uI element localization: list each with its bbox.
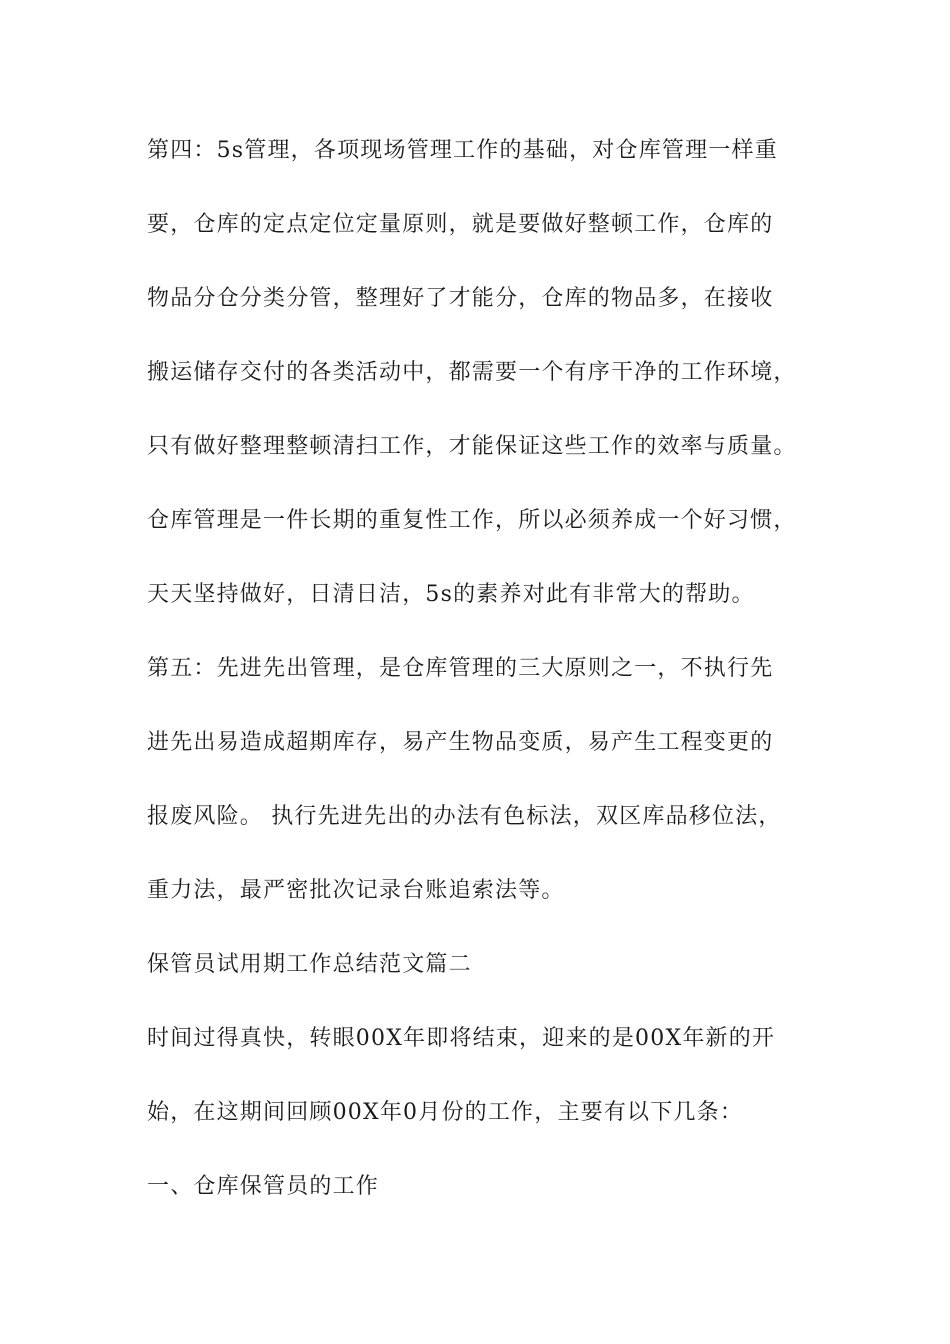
paragraph-line: 第四：5s管理，各项现场管理工作的基础，对仓库管理一样重 <box>147 138 778 163</box>
paragraph-line: 报废风险。 执行先进先出的办法有色标法，双区库品移位法， <box>147 804 782 829</box>
paragraph-line: 天天坚持做好，日清日洁，5s的素养对此有非常大的帮助。 <box>147 582 755 607</box>
paragraph-line: 要，仓库的定点定位定量原则，就是要做好整顿工作，仓库的 <box>147 212 774 237</box>
paragraph-line: 只有做好整理整顿清扫工作，才能保证这些工作的效率与质量。 <box>147 434 797 459</box>
paragraph-line: 第五：先进先出管理，是仓库管理的三大原则之一，不执行先 <box>147 656 774 681</box>
paragraph-line: 始，在这期间回顾00X年0月份的工作，主要有以下几条： <box>147 1100 744 1125</box>
paragraph-line: 进先出易造成超期库存，易产生物品变质，易产生工程变更的 <box>147 730 774 755</box>
section-heading: 保管员试用期工作总结范文篇二 <box>147 952 472 977</box>
paragraph-line: 重力法，最严密批次记录台账追索法等。 <box>147 878 565 903</box>
paragraph-line: 仓库管理是一件长期的重复性工作，所以必须养成一个好习惯， <box>147 508 797 533</box>
paragraph-line: 搬运储存交付的各类活动中，都需要一个有序干净的工作环境， <box>147 360 797 385</box>
paragraph-line: 时间过得真快，转眼00X年即将结束，迎来的是00X年新的开 <box>147 1026 776 1051</box>
subsection-heading: 一、仓库保管员的工作 <box>147 1174 380 1199</box>
paragraph-line: 物品分仓分类分管，整理好了才能分，仓库的物品多，在接收 <box>147 286 774 311</box>
